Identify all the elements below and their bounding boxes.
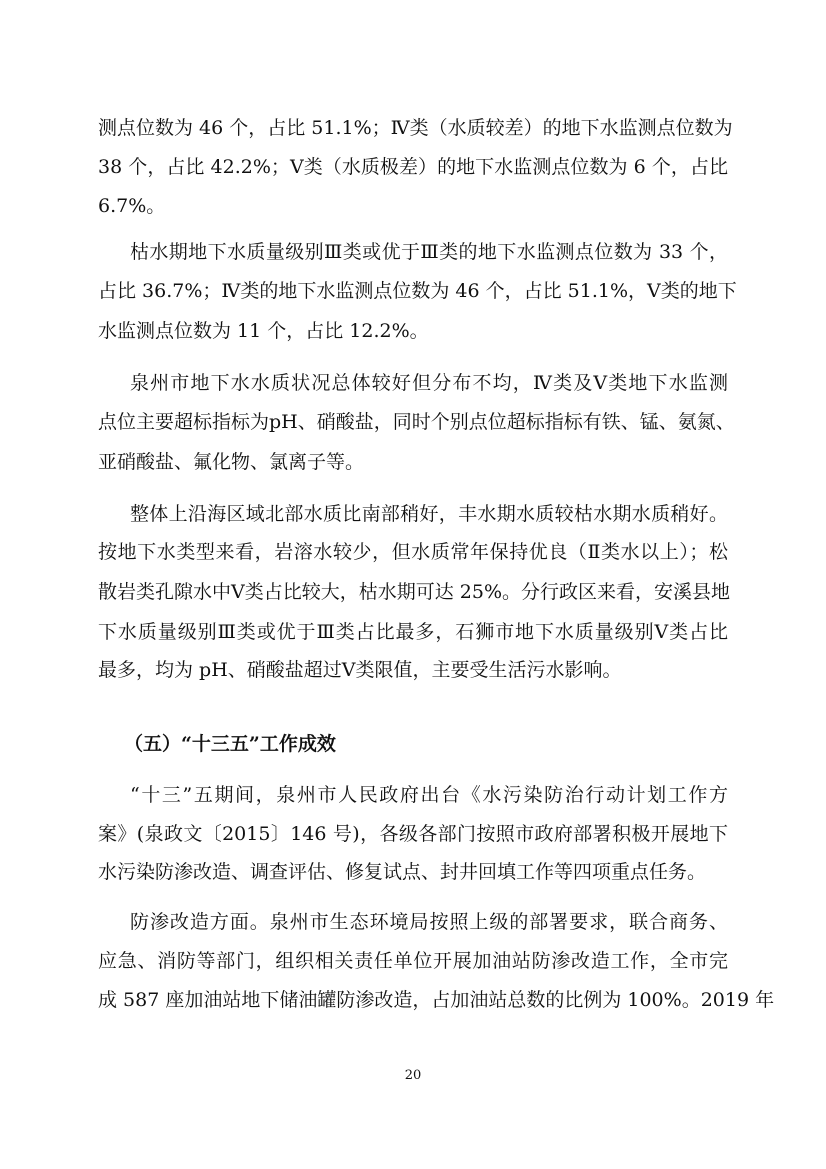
body-line: 枯水期地下水质量级别Ⅲ类或优于Ⅲ类的地下水监测点位数为 33 个， [130,241,728,263]
body-line: 整体上沿海区域北部水质比南部稍好，丰水期水质较枯水期水质稍好。 [130,503,728,525]
body-line: 水监测点位数为 11 个，占比 12.2%。 [98,320,429,342]
body-line: 下水质量级别Ⅲ类或优于Ⅲ类占比最多，石狮市地下水质量级别Ⅴ类占比 [98,621,728,643]
body-line: 亚硝酸盐、氟化物、氯离子等。 [98,451,365,473]
body-line: 案》(泉政文〔2015〕146 号)，各级各部门按照市政府部署积极开展地下 [98,823,728,845]
body-line: 38 个，占比 42.2%；Ⅴ类（水质极差）的地下水监测点位数为 6 个，占比 [98,156,728,178]
body-line: 6.7%。 [98,195,166,217]
body-line: 防渗改造方面。泉州市生态环境局按照上级的部署要求，联合商务、 [130,911,728,933]
body-line: 按地下水类型来看，岩溶水较少，但水质常年保持优良（Ⅱ类水以上）；松 [98,541,728,563]
body-line: 散岩类孔隙水中Ⅴ类占比较大，枯水期可达 25%。分行政区来看，安溪县地 [98,581,730,603]
body-line: 水污染防渗改造、调查评估、修复试点、封井回填工作等四项重点任务。 [98,861,707,883]
body-line: 应急、消防等部门，组织相关责任单位开展加油站防渗改造工作，全市完 [98,950,728,972]
body-line: 占比 36.7%；Ⅳ类的地下水监测点位数为 46 个，占比 51.1%，Ⅴ类的地下 [98,280,737,302]
body-line: 成 587 座加油站地下储油罐防渗改造，占加油站总数的比例为 100%。2019 年 [98,989,775,1011]
body-line: 泉州市地下水水质状况总体较好但分布不均，Ⅳ类及Ⅴ类地下水监测 [130,372,728,394]
body-line: 测点位数为 46 个，占比 51.1%；Ⅳ类（水质较差）的地下水监测点位数为 [98,117,733,139]
body-line: 点位主要超标指标为pH、硝酸盐，同时个别点位超标指标有铁、锰、氨氮、 [98,411,735,433]
body-line: 最多，均为 pH、硝酸盐超过Ⅴ类限值，主要受生活污水影响。 [98,659,622,681]
body-line: “十三”五期间，泉州市人民政府出台《水污染防治行动计划工作方 [130,784,728,806]
section-heading: （五）“十三五”工作成效 [124,733,336,755]
page-number: 20 [404,1068,422,1083]
